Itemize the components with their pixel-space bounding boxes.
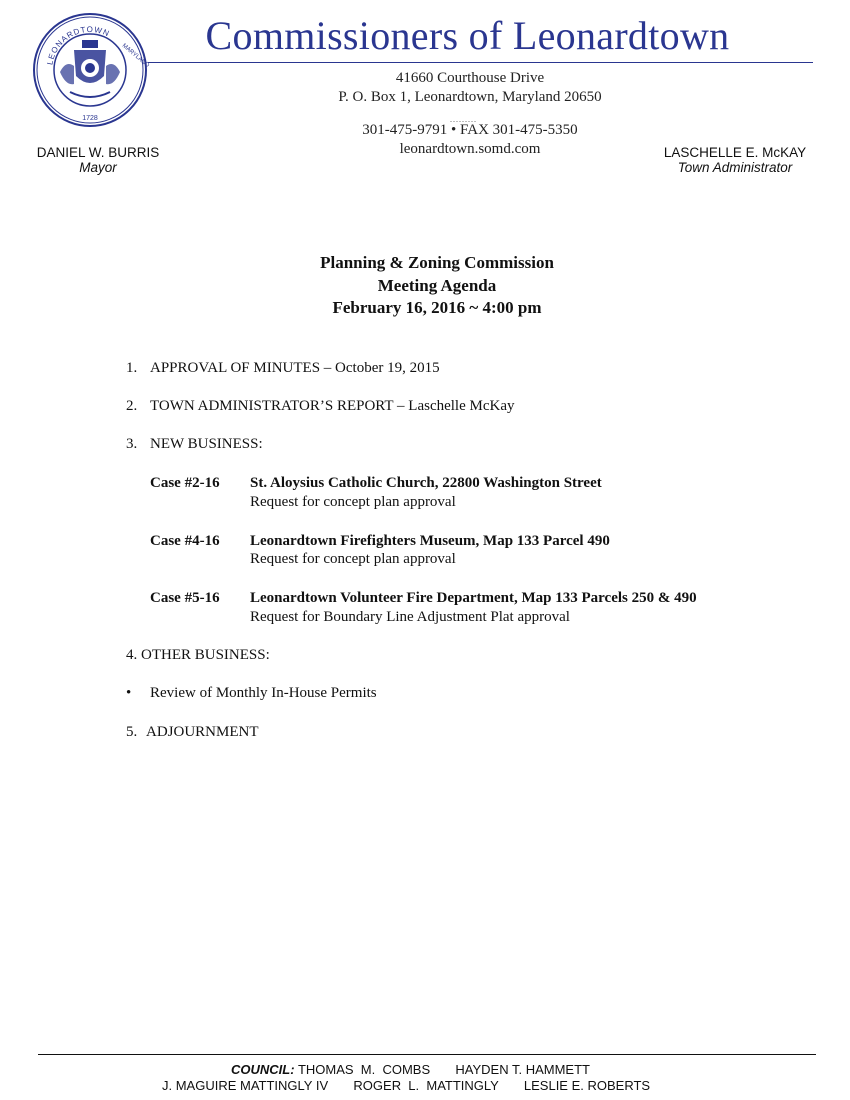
separator-dots: ......... — [450, 115, 477, 124]
letterhead-title: Commissioners of Leonardtown — [205, 13, 730, 58]
agenda-item-3-number: 3. — [126, 436, 138, 452]
case-description: Request for concept plan approval — [250, 494, 456, 510]
case-title: Leonardtown Volunteer Fire Department, Map 133 Parcels 250 & 490 — [250, 590, 697, 606]
address-line-1: 41660 Courthouse Drive — [395, 70, 545, 86]
phone-fax: 301-475-9791 • FAX 301-475-5350 — [362, 122, 578, 138]
agenda-item-2-number: 2. — [126, 398, 138, 414]
letterhead-rule — [148, 62, 813, 63]
agenda-item-5-text: ADJOURNMENT — [146, 724, 259, 740]
council-line-1 — [231, 1062, 590, 1077]
council-names-line-1: THOMAS M. COMBS HAYDEN T. HAMMETT — [297, 1062, 590, 1077]
agenda-item-2-text: TOWN ADMINISTRATOR’S REPORT – Laschelle McKay — [150, 398, 515, 414]
agenda-item-4-text: 4. OTHER BUSINESS: — [126, 647, 270, 663]
mayor-name: DANIEL W. BURRIS — [36, 145, 160, 160]
mayor-role: Mayor — [79, 160, 117, 175]
bullet-item-text: Review of Monthly In-House Permits — [150, 685, 377, 701]
administrator-role: Town Administrator — [677, 160, 793, 175]
footer-rule — [38, 1054, 816, 1055]
agenda-item-1-text: APPROVAL OF MINUTES – October 19, 2015 — [150, 360, 440, 376]
address-line-2: P. O. Box 1, Leonardtown, Maryland 20650 — [338, 89, 602, 105]
meeting-type: Meeting Agenda — [377, 275, 497, 295]
case-number: Case #4-16 — [150, 533, 220, 549]
council-label: COUNCIL: — [231, 1062, 295, 1077]
case-description: Request for concept plan approval — [250, 551, 456, 567]
bullet-mark: • — [126, 685, 132, 701]
website: leonardtown.somd.com — [399, 141, 541, 157]
case-title: Leonardtown Firefighters Museum, Map 133 Parcel 490 — [250, 533, 610, 549]
mayor-block — [28, 145, 168, 175]
meeting-header — [0, 252, 850, 320]
meeting-body: Planning & Zoning Commission — [320, 253, 554, 272]
seal-right-text: MARYLAND — [120, 42, 150, 69]
seal-year: 1728 — [82, 115, 98, 122]
case-description: Request for Boundary Line Adjustment Plat approval — [250, 609, 570, 625]
case-title: St. Aloysius Catholic Church, 22800 Washington Street — [250, 475, 602, 491]
agenda-item-5-number: 5. — [126, 724, 138, 740]
meeting-datetime: February 16, 2016 ~ 4:00 pm — [332, 298, 542, 317]
agenda-item-3-text: NEW BUSINESS: — [150, 436, 263, 452]
seal-top-text: LEONARDTOWN — [45, 24, 112, 66]
case-number: Case #5-16 — [150, 590, 220, 606]
council-names-line-2: J. MAGUIRE MATTINGLY IV ROGER L. MATTINGLY LESLIE E. ROBERTS — [162, 1078, 651, 1093]
administrator-block — [650, 145, 820, 175]
agenda-item-1-number: 1. — [126, 360, 138, 376]
administrator-name: LASCHELLE E. McKAY — [663, 145, 807, 160]
case-number: Case #2-16 — [150, 475, 220, 491]
